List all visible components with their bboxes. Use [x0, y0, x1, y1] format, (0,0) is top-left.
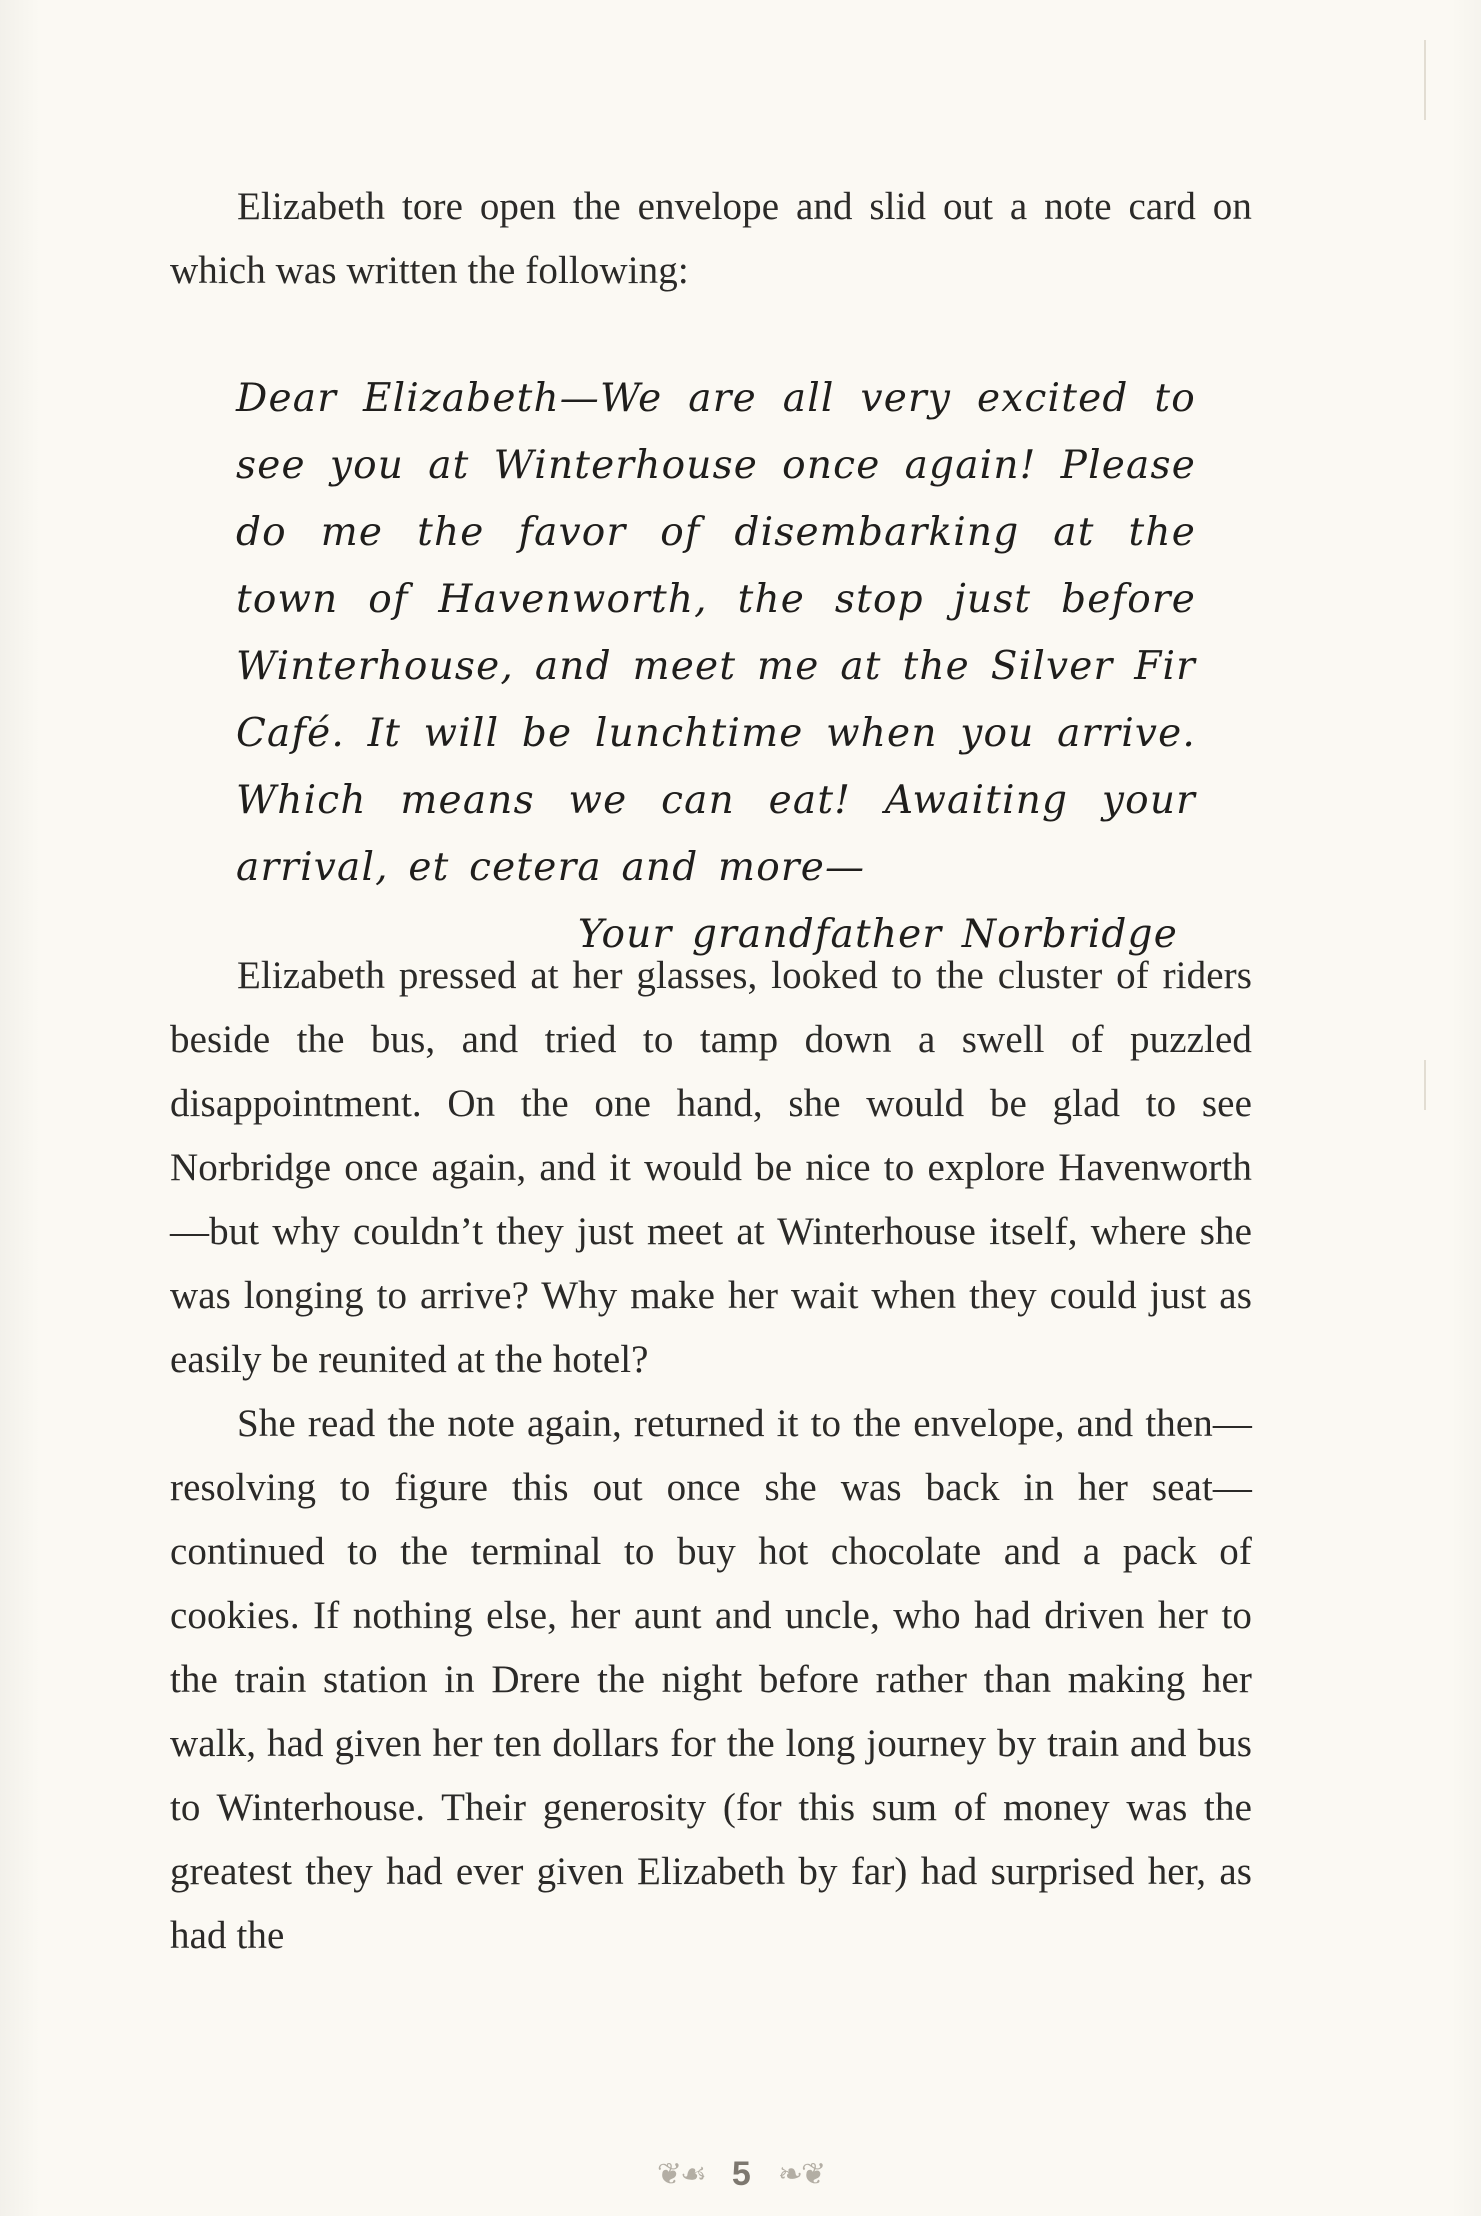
page-footer	[0, 2150, 1481, 2194]
ornament-right-icon: ❧❦	[777, 2158, 825, 2192]
paragraph-disappointment: Elizabeth pressed at her glasses, looked to the cluster of riders beside the bus, and tried to tamp down a swell of puzzled disappointment. On the one hand, she would be glad to see Norbridge once again, and it would be nice to explore Havenworth—but why couldn’t they just meet at Winterhouse itself, where she was longing to arrive? Why make her wait when they could just as easily be reunited at the hotel?	[170, 954, 1252, 1381]
page-edge-mark	[1424, 1060, 1426, 1110]
paragraph-terminal: She read the note again, returned it to the envelope, and then—resolving to figure this out once she was back in her seat—continued to the terminal to buy hot chocolate and a pack of cookies. If nothing else, her aunt and uncle, who had driven her to the train station in Drere the night before rather than making her walk, had given her ten dollars for the long journey by train and bus to Winterhouse. Their generosity (for this sum of money was the greatest they had ever given Elizabeth by far) had surprised her, as had the	[170, 1402, 1252, 1957]
main-text	[170, 944, 1252, 1968]
paragraph-intro: Elizabeth tore open the envelope and slid out a note card on which was written the following:	[170, 185, 1252, 292]
note-signature: Your grandfather Norbridge	[577, 912, 1178, 957]
opening-text	[170, 175, 1252, 303]
handwritten-note	[236, 365, 1196, 968]
note-body: Dear Elizabeth—We are all very excited to see you at Winterhouse once again! Please do me the favor of disembarking at the town of Havenworth, the stop just before Winterhouse, and meet me at the Silver Fir Café. It will be lunchtime when you arrive. Which means we can eat! Awaiting your arrival, et cetera and more—	[236, 376, 1196, 890]
page-number: 5	[731, 2155, 751, 2194]
ornament-left-icon: ❦☙	[656, 2158, 705, 2192]
page-edge-mark	[1424, 40, 1426, 120]
